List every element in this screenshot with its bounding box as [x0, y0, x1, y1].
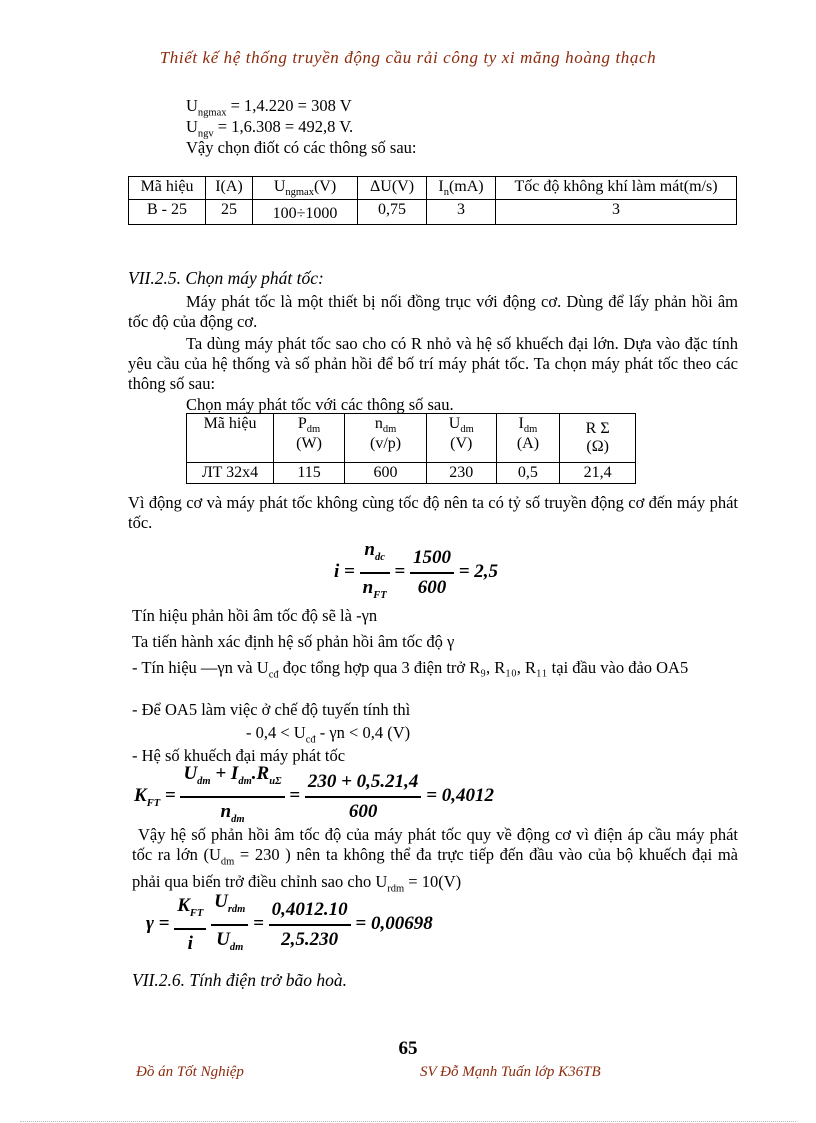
section-heading-saturation: VII.2.6. Tính điện trở bão hoà.	[132, 970, 347, 990]
table-row	[187, 463, 636, 484]
table-cell: 25	[206, 200, 253, 225]
feedback-line-5: - $0,4 < U_{cđ} - \gamma n < 0,4$ (V)	[246, 723, 411, 746]
table-cell: 100÷1000	[253, 200, 358, 225]
tacho-table	[186, 413, 636, 484]
table-header: $n_{dm}$ (v/p)	[345, 414, 427, 463]
feedback-line-2: Ta tiến hành xác định hệ số phản hồi âm tốc độ γ	[132, 632, 455, 651]
running-header: Thiết kế hệ thống truyền động cầu rải công ty xi măng hoàng thạch	[159, 48, 657, 67]
table-cell: ЛT 32x4	[187, 463, 274, 484]
table-cell: 600	[345, 463, 427, 484]
table-header: R Σ (Ω)	[560, 414, 636, 463]
diode-table	[128, 176, 737, 225]
table-header: $P_{dm}$ (W)	[274, 414, 345, 463]
feedback-line-4: - Để OA5 làm việc ở chế độ tuyến tính thì	[132, 700, 411, 719]
feedback-line-1: Tín hiệu phản hồi âm tốc độ sẽ là -γn	[132, 606, 378, 625]
table-row	[129, 177, 737, 200]
table-cell: B - 25	[129, 200, 206, 225]
table-header: Mã hiệu	[129, 177, 206, 200]
footer-left: Đồ án Tốt Nghiệp	[136, 1064, 244, 1080]
table-header: ΔU(V)	[358, 177, 427, 200]
table-cell: 3	[496, 200, 737, 225]
formula-gamma: γ = $\frac{K_{FT}}{i}$ $\frac{U_{rdm}}{U_{dm}}$ = $\frac{0,4012.10}{2,5.230}$ = 0,00698	[146, 888, 433, 962]
table-cell: 115	[274, 463, 345, 484]
calc-conclusion: Vậy chọn điốt có các thông số sau:	[186, 138, 417, 157]
paragraph-summary: Vậy hệ số phản hồi âm tốc độ của máy phát tốc quy về động cơ vì điện áp cầu máy phát tốc ra lớn ($U_{dm} = 230$ ) nên ta không thể đa trực tiếp đến đầu vào của bộ khuếch đại mà phải qua biến trở điều chỉnh sao cho $U_{rdm} = 10(V)$	[132, 825, 738, 895]
section-heading-tacho: VII.2.5. Chọn máy phát tốc:	[128, 268, 324, 288]
page-number: 65	[398, 1038, 418, 1059]
formula-ratio: i = $\frac{n_{dc}}{n_{FT}}$ = $\frac{1500}{600}$ = 2,5	[334, 536, 498, 610]
table-header: $U_{ngmax}(V)$	[253, 177, 358, 200]
table-row	[129, 200, 737, 225]
table-header: $I_{dm}$ (A)	[496, 414, 560, 463]
table-caption: Chọn máy phát tốc với các thông số sau.	[186, 395, 454, 414]
table-cell: 230	[427, 463, 496, 484]
table-row	[187, 414, 636, 463]
calc-line-umax: $U_{ngmax} = 1,4.220 = 308$ V	[186, 96, 352, 119]
table-header: $U_{dm}$ (V)	[427, 414, 496, 463]
formula-kft: $K_{FT}$ = $\frac{U_{dm} + I_{dm}.R_{u\Sigma}}{n_{dm}}$ = $\frac{230 + 0,5.21,4}{600}$ = 0,4012	[134, 760, 494, 834]
table-cell: 0,75	[358, 200, 427, 225]
table-header: Mã hiệu	[187, 414, 274, 463]
table-header: I(A)	[206, 177, 253, 200]
table-cell: 21,4	[560, 463, 636, 484]
table-header: $I_n(mA)$	[427, 177, 496, 200]
footer-divider	[20, 1121, 796, 1122]
paragraph-ratio: Vì động cơ và máy phát tốc không cùng tốc độ nên ta có tỷ số truyền động cơ đến máy phát tốc.	[128, 493, 738, 532]
paragraph-tacho-intro: Máy phát tốc là một thiết bị nối đồng trục với động cơ. Dùng để lấy phản hồi âm tốc độ của động cơ.	[128, 292, 738, 331]
calc-line-uv: $U_{ngv} = 1,6.308 = 492,8$ V.	[186, 117, 354, 140]
table-cell: 0,5	[496, 463, 560, 484]
feedback-line-3: - Tín hiệu —γn và $U_{cđ}$ đọc tổng hợp qua 3 điện trở R₉, R₁₀, R₁₁ tại đầu vào đảo OA5	[132, 658, 689, 681]
feedback-line-6: - Hệ số khuếch đại máy phát tốc	[132, 746, 346, 765]
table-cell: 3	[427, 200, 496, 225]
table-header: Tốc độ không khí làm mát(m/s)	[496, 177, 737, 200]
paragraph-tacho-choice: Ta dùng máy phát tốc sao cho có R nhỏ và hệ số khuếch đại lớn. Dựa vào đặc tính yêu cầu của hệ thống và số phản hồi để bố trí máy phát tốc. Ta chọn máy phát tốc theo các thông số sau:	[128, 334, 738, 393]
footer-right: SV Đỗ Mạnh Tuấn lớp K36TB	[420, 1064, 601, 1080]
